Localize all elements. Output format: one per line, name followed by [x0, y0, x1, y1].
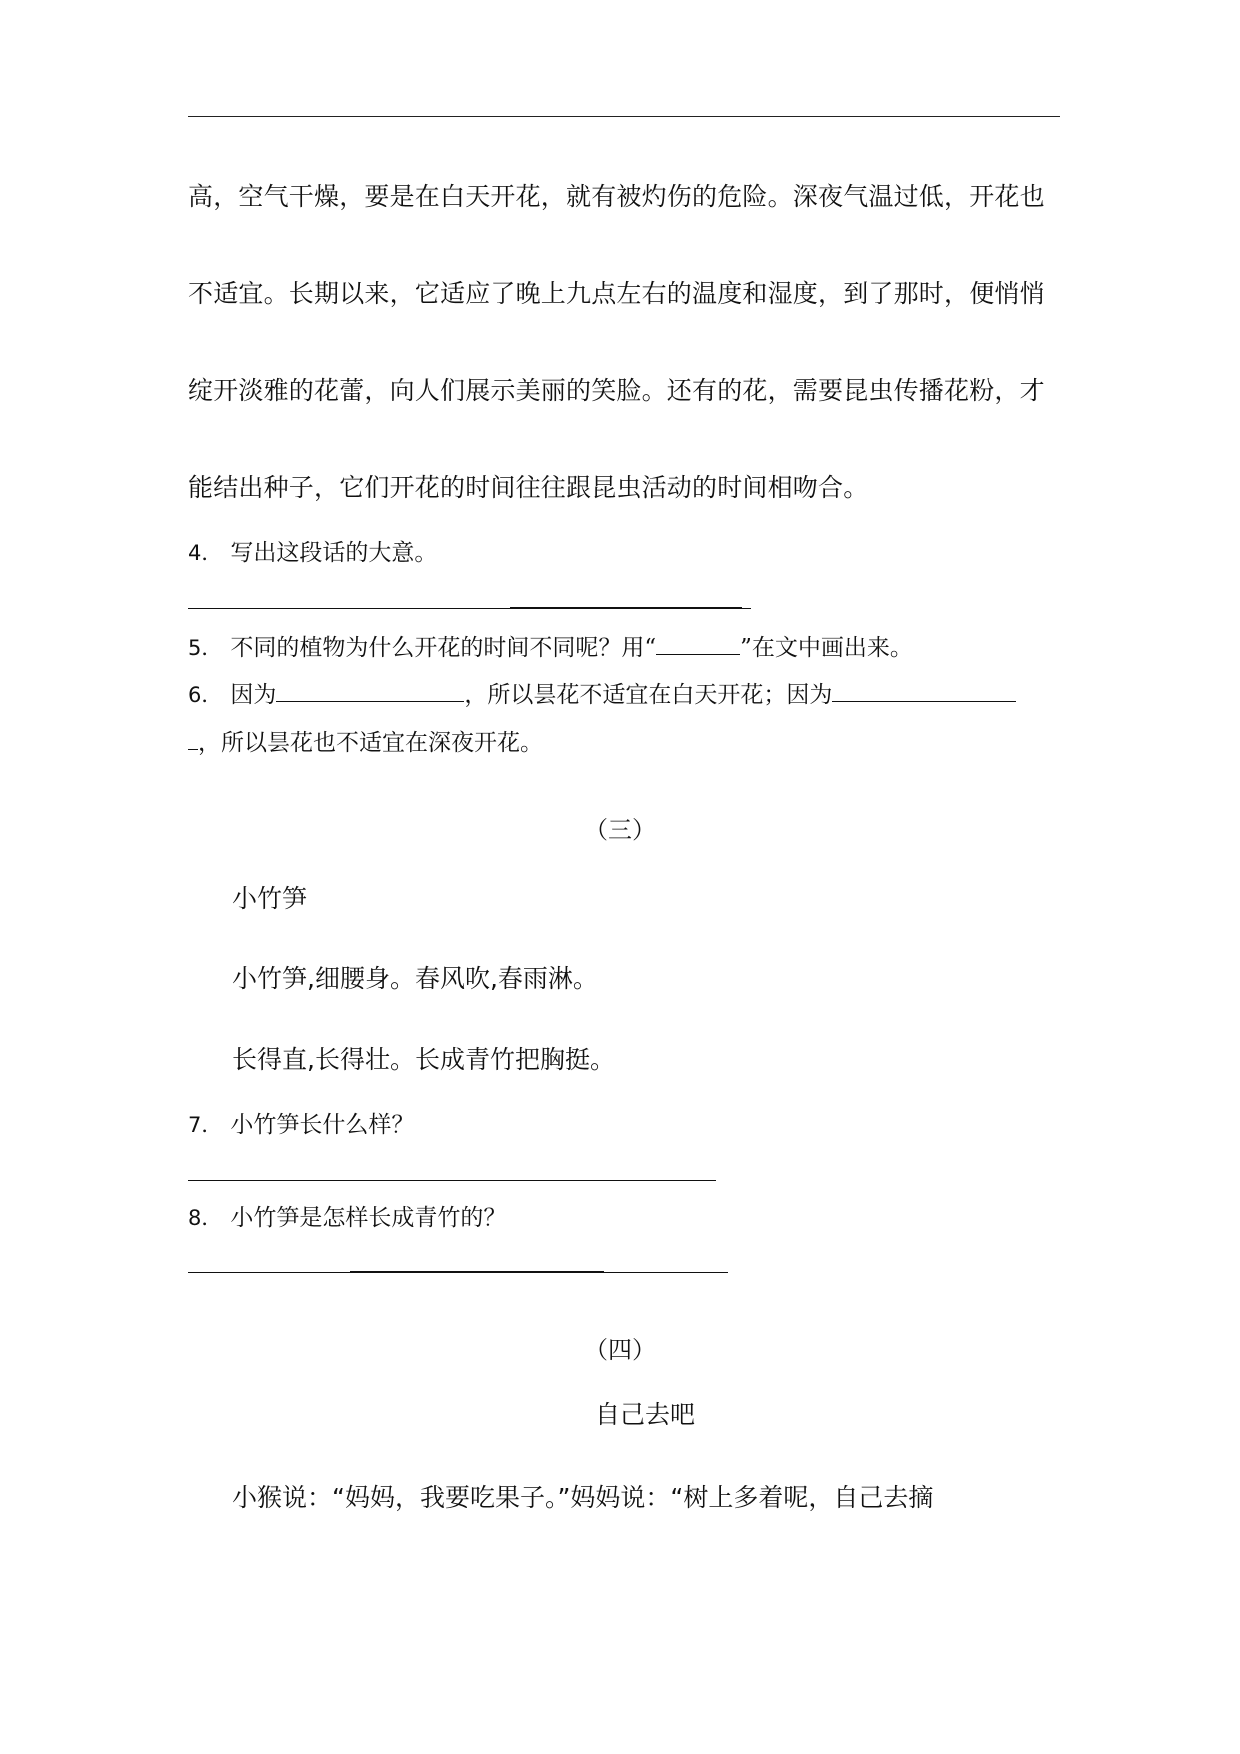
question-6 — [188, 679, 1016, 709]
passage-line-4: 能结出种子，它们开花的时间往往跟昆虫活动的时间相吻合。 — [188, 473, 869, 502]
header-rule — [188, 116, 1060, 117]
answer-blank-2-end[interactable] — [188, 727, 198, 750]
question-number: 6． — [188, 683, 223, 707]
poem-line-2: 长得直,长得壮。长成青竹把胸挺。 — [232, 1045, 615, 1074]
question-text-part: ，所以昙花不适宜在白天开花；因为 — [464, 682, 833, 708]
passage-line-3: 绽开淡雅的花蕾，向人们展示美丽的笑脸。还有的花，需要昆虫传播花粉，才 — [188, 376, 1045, 405]
poem-line-1: 小竹笋,细腰身。春风吹,春雨淋。 — [232, 964, 598, 993]
poem-title: 小竹笋 — [232, 884, 308, 913]
question-4 — [188, 539, 437, 567]
underline-blank — [656, 632, 740, 655]
question-number: 8． — [188, 1206, 223, 1230]
question-text-part: 不同的植物为什么开花的时间不同呢？用“ — [230, 635, 657, 661]
answer-line-4[interactable] — [188, 608, 751, 609]
question-number: 4． — [188, 541, 223, 565]
question-5 — [188, 632, 913, 662]
question-text: 小竹笋是怎样长成青竹的？ — [230, 1205, 507, 1231]
answer-blank-2[interactable] — [832, 679, 1016, 702]
story-line-1: 小猴说：“妈妈，我要吃果子。”妈妈说：“树上多着呢，自己去摘 — [232, 1483, 934, 1512]
question-text: 写出这段话的大意。 — [230, 540, 438, 566]
passage-line-2: 不适宜。长期以来，它适应了晚上九点左右的温度和湿度，到了那时，便悄悄 — [188, 279, 1045, 308]
question-8 — [188, 1204, 506, 1232]
question-text-part: 因为 — [230, 682, 277, 708]
question-number: 5． — [188, 636, 223, 660]
question-text-part: ”在文中画出来。 — [740, 635, 913, 661]
question-6-continued — [188, 727, 543, 757]
question-text-part: ，所以昙花也不适宜在深夜开花。 — [198, 730, 543, 756]
question-number: 7． — [188, 1113, 223, 1137]
question-7 — [188, 1111, 414, 1139]
section-3-title: （三） — [584, 816, 656, 844]
answer-line-8[interactable] — [188, 1272, 728, 1273]
question-text: 小竹笋长什么样？ — [230, 1112, 415, 1138]
passage-line-1: 高，空气干燥，要是在白天开花，就有被灼伤的危险。深夜气温过低，开花也 — [188, 182, 1045, 211]
answer-line-7[interactable] — [188, 1180, 716, 1181]
answer-blank-1[interactable] — [276, 679, 464, 702]
story-title: 自己去吧 — [594, 1400, 695, 1429]
section-4-title: （四） — [584, 1336, 656, 1364]
